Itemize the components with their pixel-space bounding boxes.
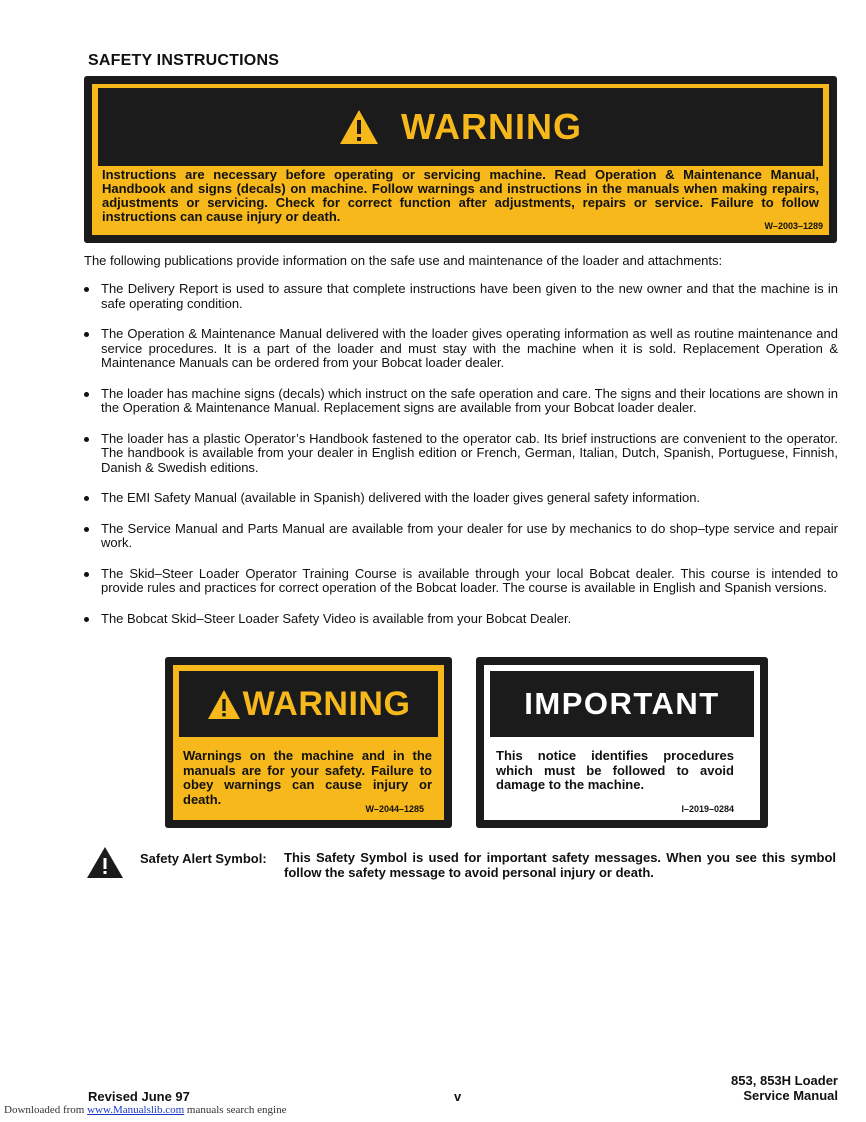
manualslib-link[interactable]: www.Manualslib.com (87, 1104, 185, 1116)
warning-panel-main (84, 76, 837, 243)
footer-model-line2: Service Manual (743, 1087, 838, 1103)
warning-sign-text: Warnings on the machine and in the manuals are for your safety. Failure to obey warnings can cause injury or death. (183, 748, 432, 807)
publication-list (84, 282, 838, 642)
bullet-icon (84, 392, 89, 397)
page-title: SAFETY INSTRUCTIONS (88, 52, 280, 69)
bullet-icon (84, 287, 89, 292)
important-code: I–2019–0284 (681, 804, 734, 814)
list-item: The Delivery Report is used to assure that complete instructions have been given to the new owner and that the machine is in safe operating condition. (84, 282, 838, 311)
important-heading: IMPORTANT (524, 686, 720, 721)
bullet-icon (84, 496, 89, 501)
list-item: The Bobcat Skid–Steer Loader Safety Video is available from your Bobcat Dealer. (84, 612, 838, 627)
warning-text: Instructions are necessary before operating or servicing machine. Read Operation & Maintenance Manual, Handbook and signs (decals) on machine. Follow warnings and instructions in the manuals when making repairs, adjustments or servicing. Check for correct function after adjustments, repairs or service. Failure to follow instructions can cause injury or death. (102, 167, 819, 224)
warning-code: W–2003–1289 (764, 221, 823, 231)
warning-sign-code: W–2044–1285 (365, 804, 424, 814)
footer-revised: Revised June 97 (88, 1089, 190, 1104)
list-item: The loader has machine signs (decals) which instruct on the safe operation and care. The signs and their locations are shown in the Operation & Maintenance Manual. Replacement signs are available from your Bobcat loader dealer. (84, 387, 838, 416)
footer-model-line1: 853, 853H Loader (731, 1073, 838, 1088)
warning-sign-heading: WARNING (242, 684, 411, 723)
warning-header (98, 88, 823, 166)
bullet-icon (84, 617, 89, 622)
warning-heading: WARNING (401, 106, 582, 147)
safety-alert-text: This Safety Symbol is used for important safety messages. When you see this symbol follow the safety message to avoid personal injury or death. (284, 850, 836, 880)
important-text: This notice identifies procedures which must be followed to avoid damage to the machine. (496, 748, 734, 792)
list-item: The EMI Safety Manual (available in Spanish) delivered with the loader gives general safety information. (84, 491, 838, 506)
list-item: The Operation & Maintenance Manual delivered with the loader gives operating information as well as routine maintenance and service procedures. It is a part of the loader and must stay with the machine when it is sold. Replacement Operation & Maintenance Manuals can be ordered from your Bobcat loader dealer. (84, 327, 838, 371)
list-item: The loader has a plastic Operator’s Handbook fastened to the operator cab. Its brief instructions are convenient to the operator. The handbook is available from your dealer in English edition or French, German, Italian, Dutch, Spanish, Portuguese, Finnish, Danish & Swedish editions. (84, 432, 838, 476)
safety-alert-icon (86, 846, 124, 879)
important-sign-sample (476, 657, 768, 828)
page-number: v (454, 1089, 462, 1104)
intro-paragraph: The following publications provide information on the safe use and maintenance of the loader and attachments: (84, 253, 723, 268)
footer-model (731, 1074, 838, 1103)
bullet-icon (84, 437, 89, 442)
list-item: The Skid–Steer Loader Operator Training Course is available through your local Bobcat dealer. This course is intended to provide rules and practices for correct operation of the Bobcat loader. The course is available in English and Spanish versions. (84, 567, 838, 596)
list-item: The Service Manual and Parts Manual are available from your dealer for use by mechanics to do shop–type service and repair work. (84, 522, 838, 551)
download-notice: Downloaded from www.Manualslib.com manuals search engine (4, 1104, 287, 1116)
bullet-icon (84, 572, 89, 577)
warning-triangle-icon (207, 689, 241, 720)
bullet-icon (84, 527, 89, 532)
safety-alert-label: Safety Alert Symbol: (140, 851, 267, 866)
warning-sign-sample (165, 657, 452, 828)
warning-triangle-icon (339, 109, 379, 145)
bullet-icon (84, 332, 89, 337)
